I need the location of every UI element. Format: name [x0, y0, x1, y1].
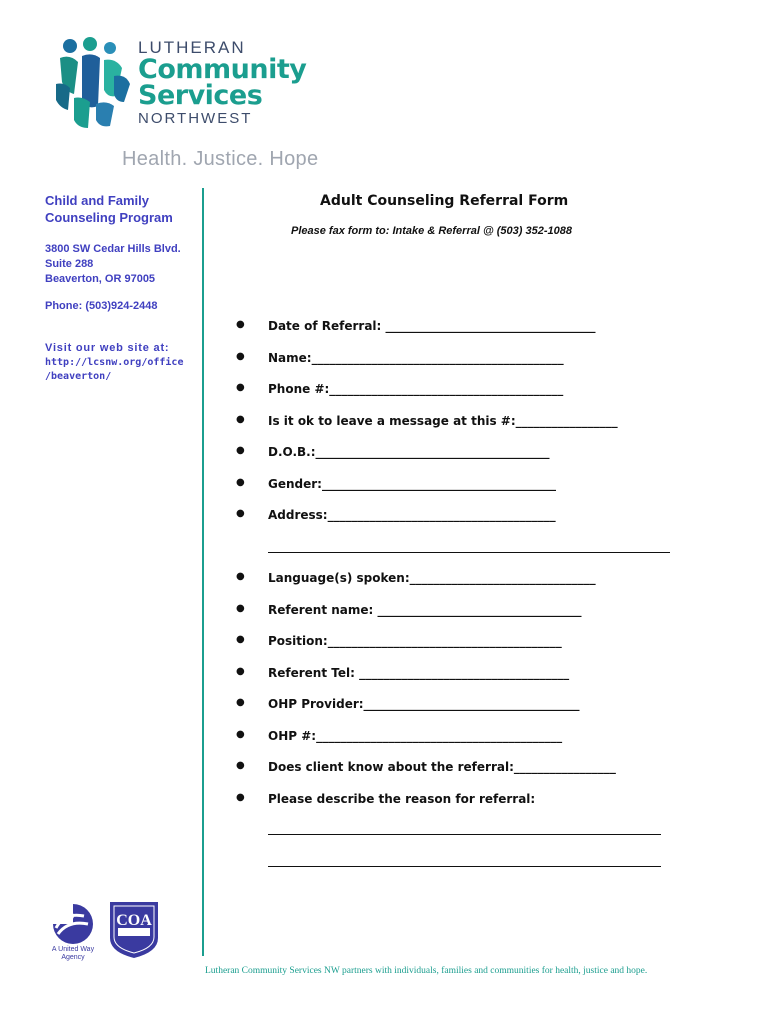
- website-url-line-2: /beaverton/: [45, 371, 112, 382]
- address-line-1: 3800 SW Cedar Hills Blvd.: [45, 243, 181, 255]
- bullet-icon: ●: [236, 760, 245, 771]
- reason-line-1[interactable]: [268, 834, 661, 835]
- field-gender[interactable]: ● Gender:_______________________________________: [236, 476, 556, 491]
- website-link[interactable]: [45, 356, 195, 384]
- field-dob[interactable]: ● D.O.B.:_______________________________________: [236, 445, 550, 459]
- address-line-2: Suite 288: [45, 258, 94, 270]
- bullet-icon: ●: [236, 602, 245, 614]
- field-position[interactable]: ● Position:_______________________________________: [236, 634, 562, 648]
- field-languages[interactable]: ● Language(s) spoken:_______________________________: [236, 571, 596, 585]
- field-ohp-number[interactable]: ● OHP #:_________________________________________: [236, 728, 563, 743]
- bullet-icon: ●: [236, 413, 245, 425]
- field-leave-message[interactable]: ● Is it ok to leave a message at this #:_________________: [236, 413, 618, 428]
- field-phone[interactable]: ● Phone #:_______________________________________: [236, 382, 564, 396]
- footer-mission: Lutheran Community Services NW partners with individuals, families and communities for health, justice and hope.: [205, 966, 648, 976]
- website-url-line-1: http://lcsnw.org/office: [45, 357, 184, 368]
- field-ohp-provider[interactable]: ● OHP Provider:____________________________________: [236, 697, 580, 711]
- bullet-icon: ●: [236, 350, 245, 362]
- address-line-3: Beaverton, OR 97005: [45, 273, 156, 285]
- field-referent-name[interactable]: ● Referent name: __________________________________: [236, 602, 582, 617]
- bullet-icon: ●: [236, 476, 245, 488]
- coa-seal-icon: [106, 898, 162, 960]
- bullet-icon: ●: [236, 319, 245, 330]
- field-reason-for-referral: ● Please describe the reason for referral:: [236, 791, 536, 806]
- visit-website-label: Visit our web site at:: [45, 342, 170, 354]
- bullet-icon: ●: [236, 571, 245, 582]
- form-title: Adult Counseling Referral Form: [320, 193, 569, 209]
- field-address[interactable]: ● Address:______________________________________: [236, 508, 556, 522]
- field-name[interactable]: ● Name:__________________________________________: [236, 350, 564, 365]
- tagline: Health. Justice. Hope: [122, 148, 319, 170]
- lcsnw-logo: [52, 36, 322, 176]
- logo-services-text: Services: [138, 80, 263, 111]
- bullet-icon: ●: [236, 665, 245, 677]
- bullet-icon: ●: [236, 728, 245, 740]
- address-line-2-blank[interactable]: [268, 552, 670, 553]
- program-name: [45, 192, 195, 226]
- program-line-1: Child and Family: [45, 193, 150, 208]
- united-way-logo-icon: [50, 902, 96, 946]
- logo-community-text: Community: [138, 54, 307, 85]
- bullet-icon: ●: [236, 634, 245, 645]
- bullet-icon: ●: [236, 791, 245, 803]
- address-block: [45, 242, 195, 287]
- program-line-2: Counseling Program: [45, 210, 173, 225]
- united-way-caption: A United Way Agency: [51, 946, 95, 961]
- field-date-of-referral[interactable]: ● Date of Referral: ___________________________________: [236, 319, 596, 333]
- reason-line-2[interactable]: [268, 866, 661, 867]
- bullet-icon: ●: [236, 508, 245, 519]
- field-client-knows[interactable]: ● Does client know about the referral:_________________: [236, 760, 616, 774]
- referral-fields-list: [236, 316, 696, 820]
- lcsnw-logo-mark-icon: [52, 36, 132, 131]
- coa-seal-text: COA: [116, 912, 152, 929]
- vertical-divider: [202, 188, 204, 956]
- sidebar: [45, 192, 195, 384]
- phone-number: Phone: (503)924-2448: [45, 300, 158, 312]
- fax-instructions: Please fax form to: Intake & Referral @ (503) 352-1088: [291, 225, 572, 237]
- logo-northwest-text: NORTHWEST: [138, 110, 253, 127]
- field-referent-tel[interactable]: ● Referent Tel: ___________________________________: [236, 665, 570, 680]
- bullet-icon: ●: [236, 382, 245, 393]
- bullet-icon: ●: [236, 445, 245, 456]
- bullet-icon: ●: [236, 697, 245, 708]
- logo-lutheran-text: LUTHERAN: [138, 38, 246, 57]
